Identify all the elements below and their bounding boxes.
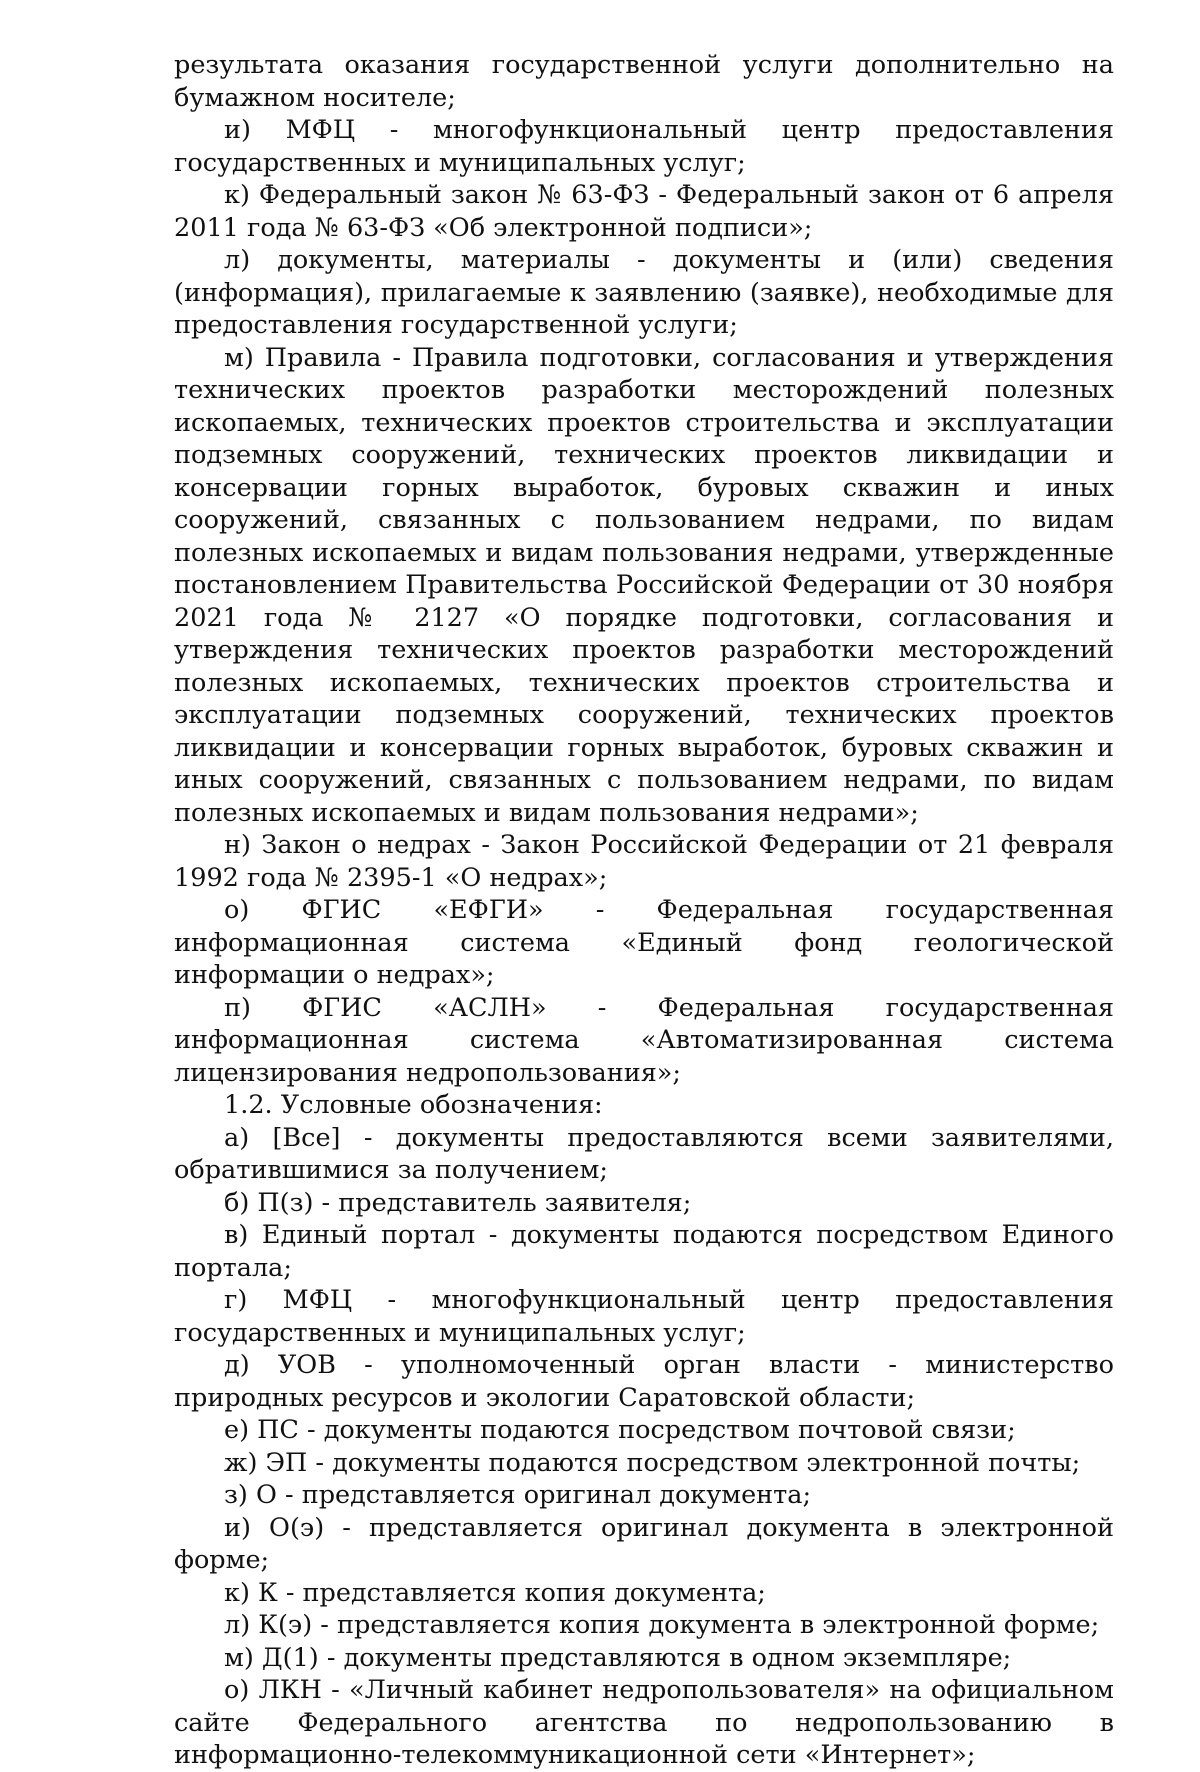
- convention-postal: е) ПС - документы подаются посредством почтовой связи;: [224, 1415, 1016, 1445]
- convention-mfc: г) МФЦ - многофункциональный центр предоставления государственных и муниципальных услуг;: [174, 1285, 1114, 1348]
- convention-unified-portal: в) Единый портал - документы подаются посредством Единого портала;: [174, 1220, 1114, 1283]
- definition-federal-law-63: к) Федеральный закон № 63-ФЗ - Федеральный закон от 6 апреля 2011 года № 63-ФЗ «Об электронной подписи»;: [174, 180, 1114, 243]
- definition-fgis-efgi: о) ФГИС «ЕФГИ» - Федеральная государственная информационная система «Единый фонд геологической информации о недрах»;: [174, 895, 1114, 990]
- definition-subsoil-law: н) Закон о недрах - Закон Российской Федерации от 21 февраля 1992 года № 2395-1 «О недрах»;: [174, 830, 1114, 893]
- convention-single-copy: м) Д(1) - документы представляются в одном экземпляре;: [224, 1642, 1012, 1673]
- convention-lkn: о) ЛКН - «Личный кабинет недропользователя» на официальном сайте Федерального агентства по недропользованию в информационно-телекоммуникационной сети «Интернет»;: [174, 1675, 1114, 1770]
- convention-email: ж) ЭП - документы подаются посредством электронной почты;: [224, 1447, 1081, 1478]
- paragraph-continuation: результата оказания государственной услуги дополнительно на бумажном носителе;: [174, 50, 1114, 113]
- convention-copy: к) К - представляется копия документа;: [224, 1577, 766, 1608]
- document-body: [174, 49, 1114, 1772]
- convention-uov: д) УОВ - уполномоченный орган власти - министерство природных ресурсов и экологии Саратовской области;: [174, 1350, 1114, 1413]
- convention-original: з) О - представляется оригинал документа;: [224, 1480, 812, 1510]
- convention-copy-electronic: л) К(э) - представляется копия документа в электронной форме;: [224, 1610, 1100, 1640]
- convention-original-electronic: и) О(э) - представляется оригинал документа в электронной форме;: [174, 1512, 1114, 1575]
- convention-all: а) [Все] - документы предоставляются всеми заявителями, обратившимися за получением;: [174, 1122, 1114, 1185]
- definition-fgis-asln: п) ФГИС «АСЛН» - Федеральная государственная информационная система «Автоматизированная система лицензирования недропользования»;: [174, 992, 1114, 1088]
- convention-representative: б) П(з) - представитель заявителя;: [224, 1187, 692, 1218]
- definition-mfc: и) МФЦ - многофункциональный центр предоставления государственных и муниципальных услуг;: [174, 115, 1114, 178]
- definition-documents: л) документы, материалы - документы и (или) сведения (информация), прилагаемые к заявлению (заявке), необходимые для предоставления государственной услуги;: [174, 245, 1114, 340]
- definition-rules: м) Правила - Правила подготовки, согласования и утверждения технических проектов разработки месторождений полезных ископаемых, технических проектов строительства и эксплуатации подземных сооружений, технических проектов ликвидации и консервации горных выработок, буровых скважин и иных сооружений, связанных с пользованием недрами, по видам полезных ископаемых и видам пользования недрами, утвержденные постановлением Правительства Российской Федерации от 30 ноября 2021 года № 2127 «О порядке подготовки, согласования и утверждения технических проектов разработки месторождений полезных ископаемых, технических проектов строительства и эксплуатации подземных сооружений, технических проектов ликвидации и консервации горных выработок, буровых скважин и иных сооружений, связанных с пользованием недрами, по видам полезных ископаемых и видам пользования недрами»;: [174, 342, 1114, 828]
- section-heading-conventions: 1.2. Условные обозначения:: [224, 1090, 603, 1120]
